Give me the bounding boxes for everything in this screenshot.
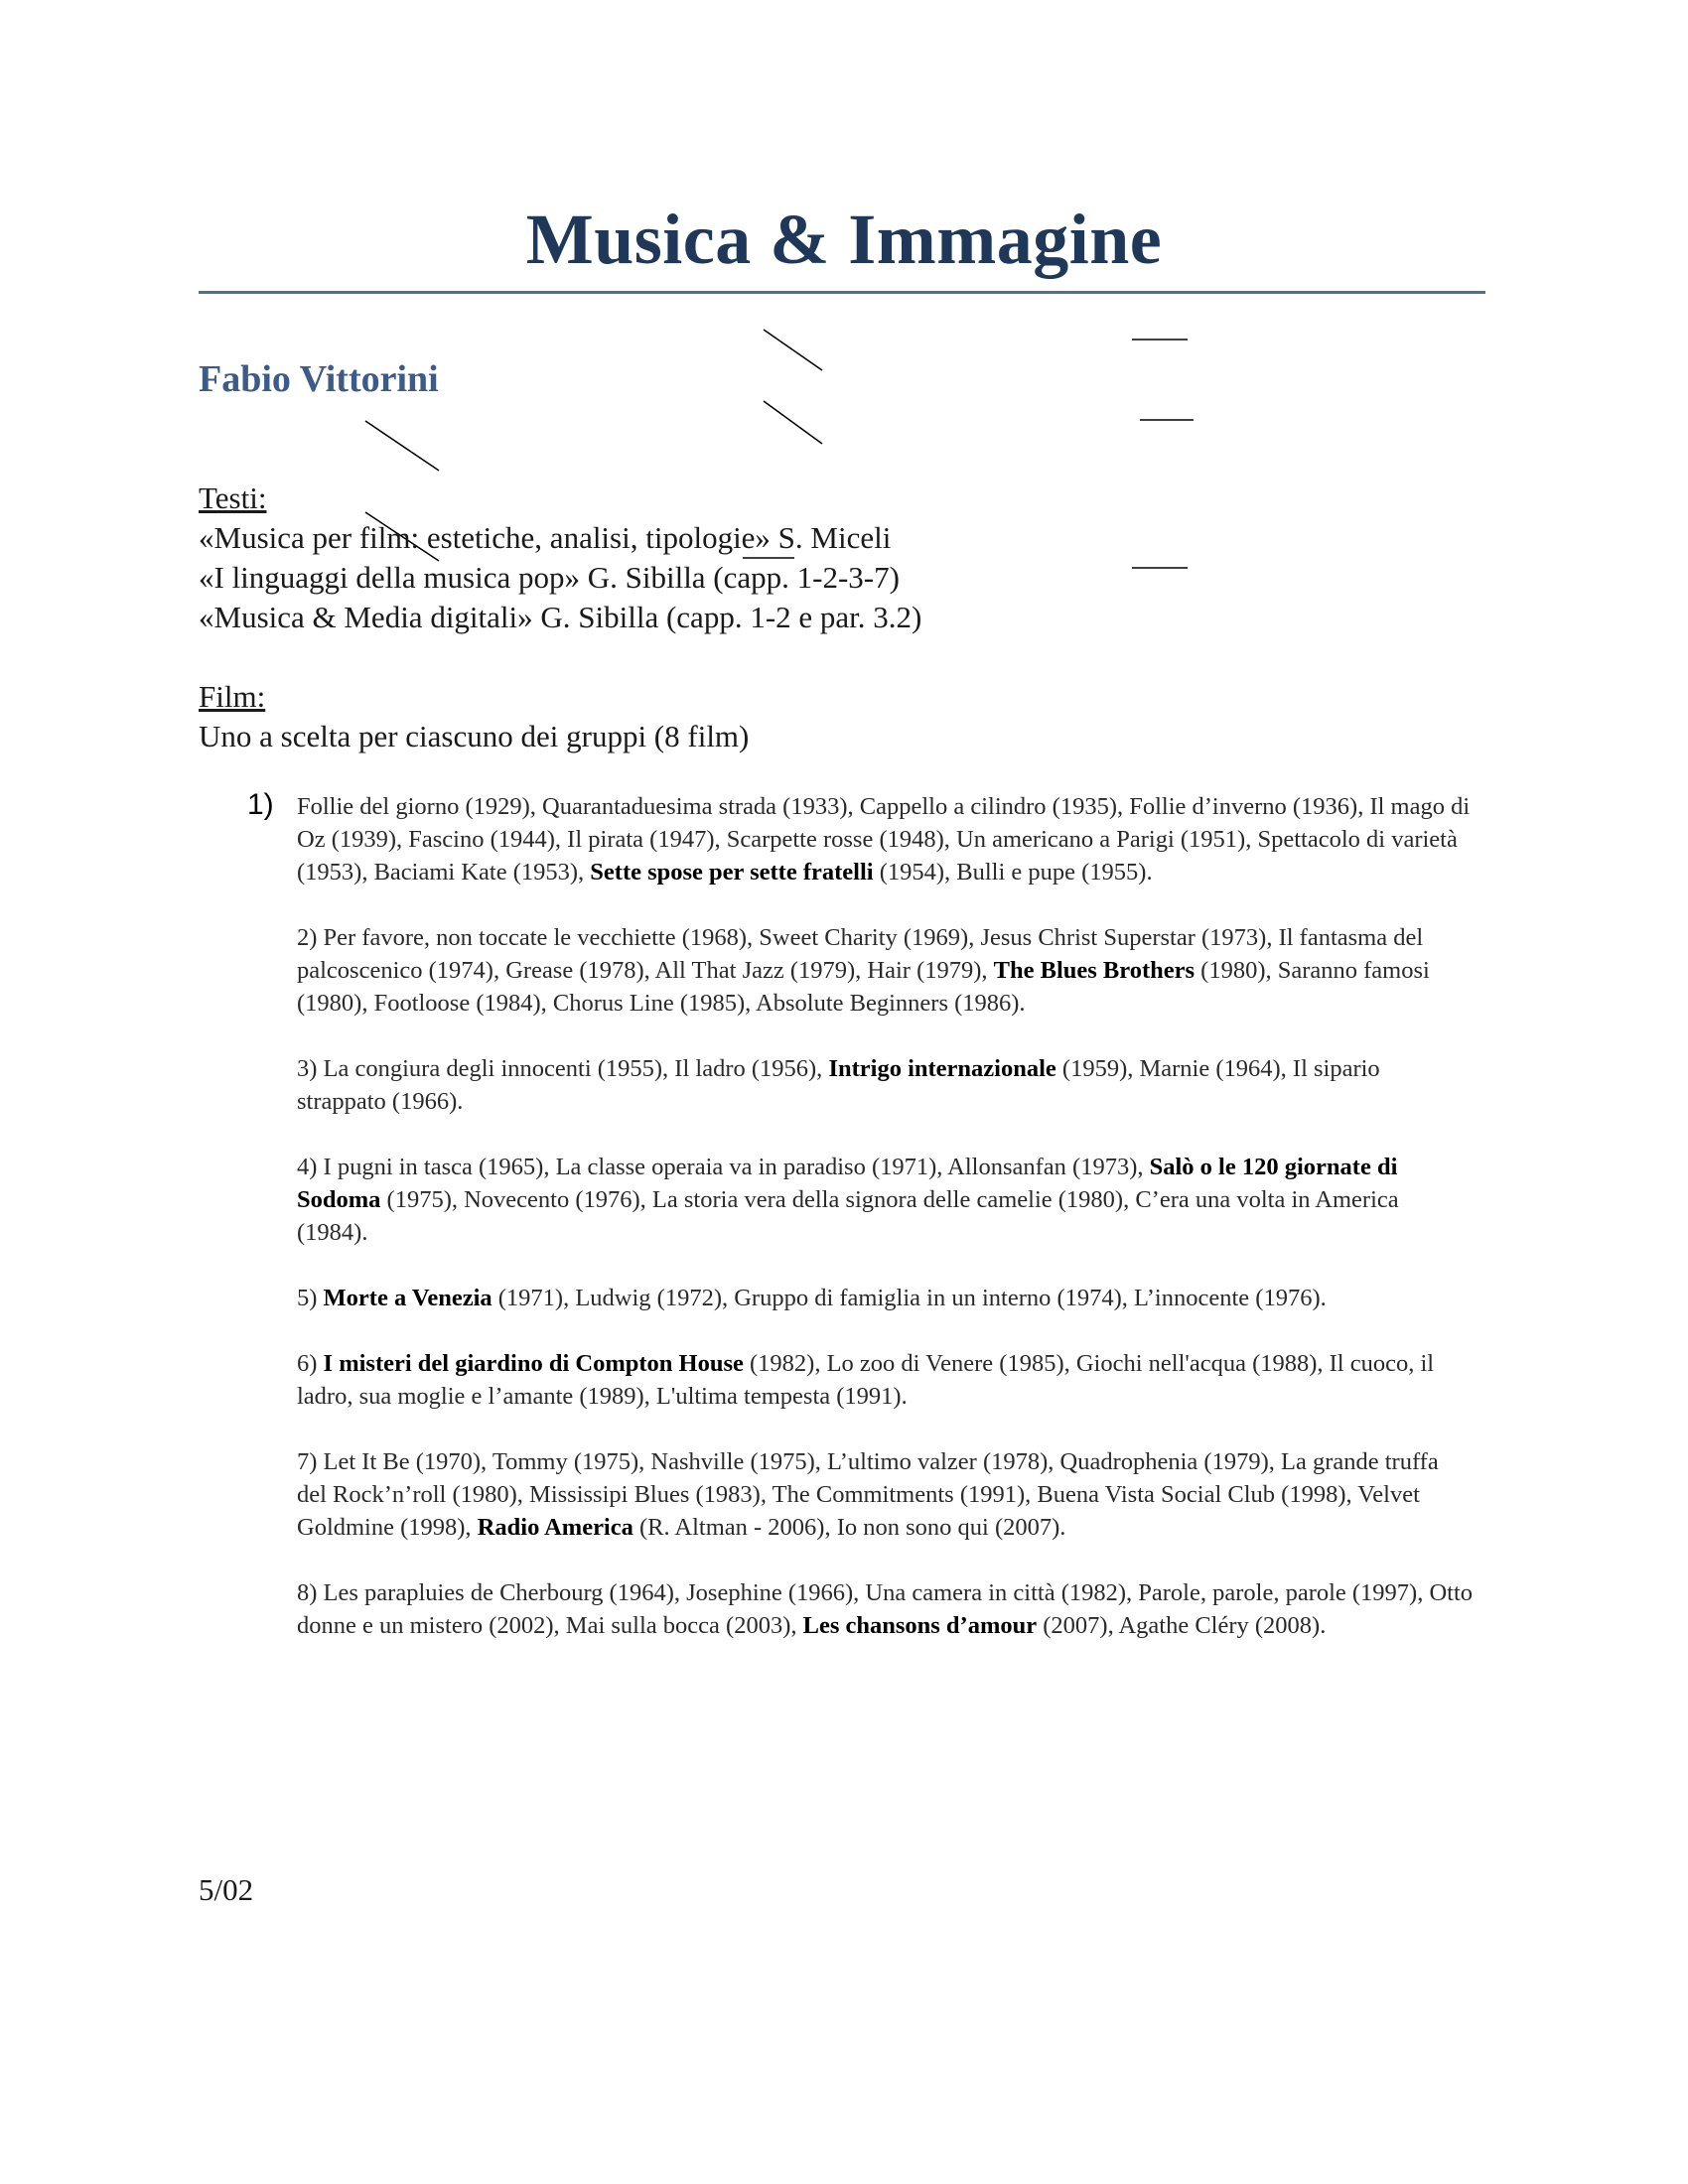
film-list-text: 4) I pugni in tasca (1965), La classe operaia va in paradiso (1971), Allonsanfan (1973), [297, 1154, 1150, 1180]
film-list-text: 7) Let It Be (1970), Tommy (1975), Nashville (1975), L’ultimo valzer (1978), Quadrophenia (1979), La grande truffa del Rock’n’roll (1980), Mississipi Blues (1983), The Commitments (1991), Buena Vista Social Club (1998), Velvet Goldmine (1998), [297, 1448, 1439, 1541]
film-list-text: (R. Altman - 2006), Io non sono qui (2007). [633, 1514, 1066, 1541]
title-underline [199, 291, 1485, 294]
featured-film: The Blues Brothers [993, 957, 1196, 984]
featured-film: Morte a Venezia [323, 1285, 492, 1311]
text-reference: «Musica & Media digitali» G. Sibilla (capp. 1-2 e par. 3.2) [199, 600, 922, 634]
film-group [297, 1347, 1474, 1413]
stroke-mark [764, 330, 822, 370]
film-group [297, 1445, 1474, 1544]
film-list-text: 8) Les parapluies de Cherbourg (1964), Josephine (1966), Una camera in città (1982), Parole, parole, parole (1997), Otto donne e un mistero (2002), Mai sulla bocca (2003), [297, 1579, 1474, 1639]
film-list-text: (1954), Bulli e pupe (1955). [873, 859, 1153, 886]
film-group [297, 1576, 1474, 1642]
films-instruction: Uno a scelta per ciascuno dei gruppi (8 film) [199, 719, 750, 753]
film-list-text: 2) Per favore, non toccate le vecchiette (1968), Sweet Charity (1969), Jesus Christ Superstar (1973), Il fantasma del palcoscenico (1974), Grease (1978), All That Jazz (1979), Hair (1979), [297, 924, 1424, 984]
film-list-text: (1980), Saranno famosi (1980), Footloose (1984), Chorus Line (1985), Absolute Beginners (1986). [297, 957, 1430, 1017]
film-group [297, 921, 1474, 1020]
texts-label: Testi: [199, 480, 267, 515]
stroke-mark [764, 401, 822, 444]
film-list-text: (1982), Lo zoo di Venere (1985), Giochi nell'acqua (1988), Il cuoco, il ladro, sua moglie e l’amante (1989), L'ultima tempesta (1991). [297, 1350, 1435, 1410]
film-group [247, 788, 1474, 888]
film-list-text: 6) [297, 1350, 324, 1377]
film-group [297, 1052, 1474, 1118]
film-group [297, 1151, 1474, 1249]
films-label: Film: [199, 679, 266, 714]
text-reference: «I linguaggi della musica pop» G. Sibilla (capp. 1-2-3-7) [199, 560, 900, 595]
featured-film: Intrigo internazionale [828, 1055, 1056, 1082]
featured-film: Sette spose per sette fratelli [590, 859, 874, 886]
film-list-text: Follie del giorno (1929), Quarantaduesima strada (1933), Cappello a cilindro (1935), Follie d’inverno (1936), Il mago di Oz (1939), Fascino (1944), Il pirata (1947), Scarpette rosse (1948), Un americano a Parigi (1951), Spettacolo di varietà (1953), Baciami Kate (1953), [297, 793, 1471, 886]
film-list-text: 5) [297, 1285, 324, 1311]
featured-film: Salò o le 120 giornate di Sodoma [297, 1154, 1398, 1213]
film-list-text: (2007), Agathe Cléry (2008). [1037, 1612, 1327, 1639]
film-groups-list [247, 788, 1474, 1675]
text-reference: «Musica per film: estetiche, analisi, tipologie» S. Miceli [199, 520, 892, 555]
featured-film: Les chansons d’amour [802, 1612, 1038, 1639]
featured-film: I misteri del giardino di Compton House [323, 1350, 744, 1377]
page-date-footer: 5/02 [199, 1872, 254, 1907]
featured-film: Radio America [477, 1514, 633, 1541]
author-name: Fabio Vittorini [199, 358, 439, 400]
film-list-text: 3) La congiura degli innocenti (1955), Il ladro (1956), [297, 1055, 829, 1082]
film-list-text: (1975), Novecento (1976), La storia vera della signora delle camelie (1980), C’era una volta in America (1984). [297, 1186, 1399, 1246]
document-title: Musica & Immagine [525, 200, 1163, 279]
group-number: 1) [247, 788, 274, 821]
film-group [297, 1282, 1474, 1314]
film-list-text: (1959), Marnie (1964), Il sipario strappato (1966). [297, 1055, 1380, 1115]
film-list-text: (1971), Ludwig (1972), Gruppo di famiglia in un interno (1974), L’innocente (1976). [492, 1285, 1327, 1311]
stroke-mark [365, 421, 439, 471]
